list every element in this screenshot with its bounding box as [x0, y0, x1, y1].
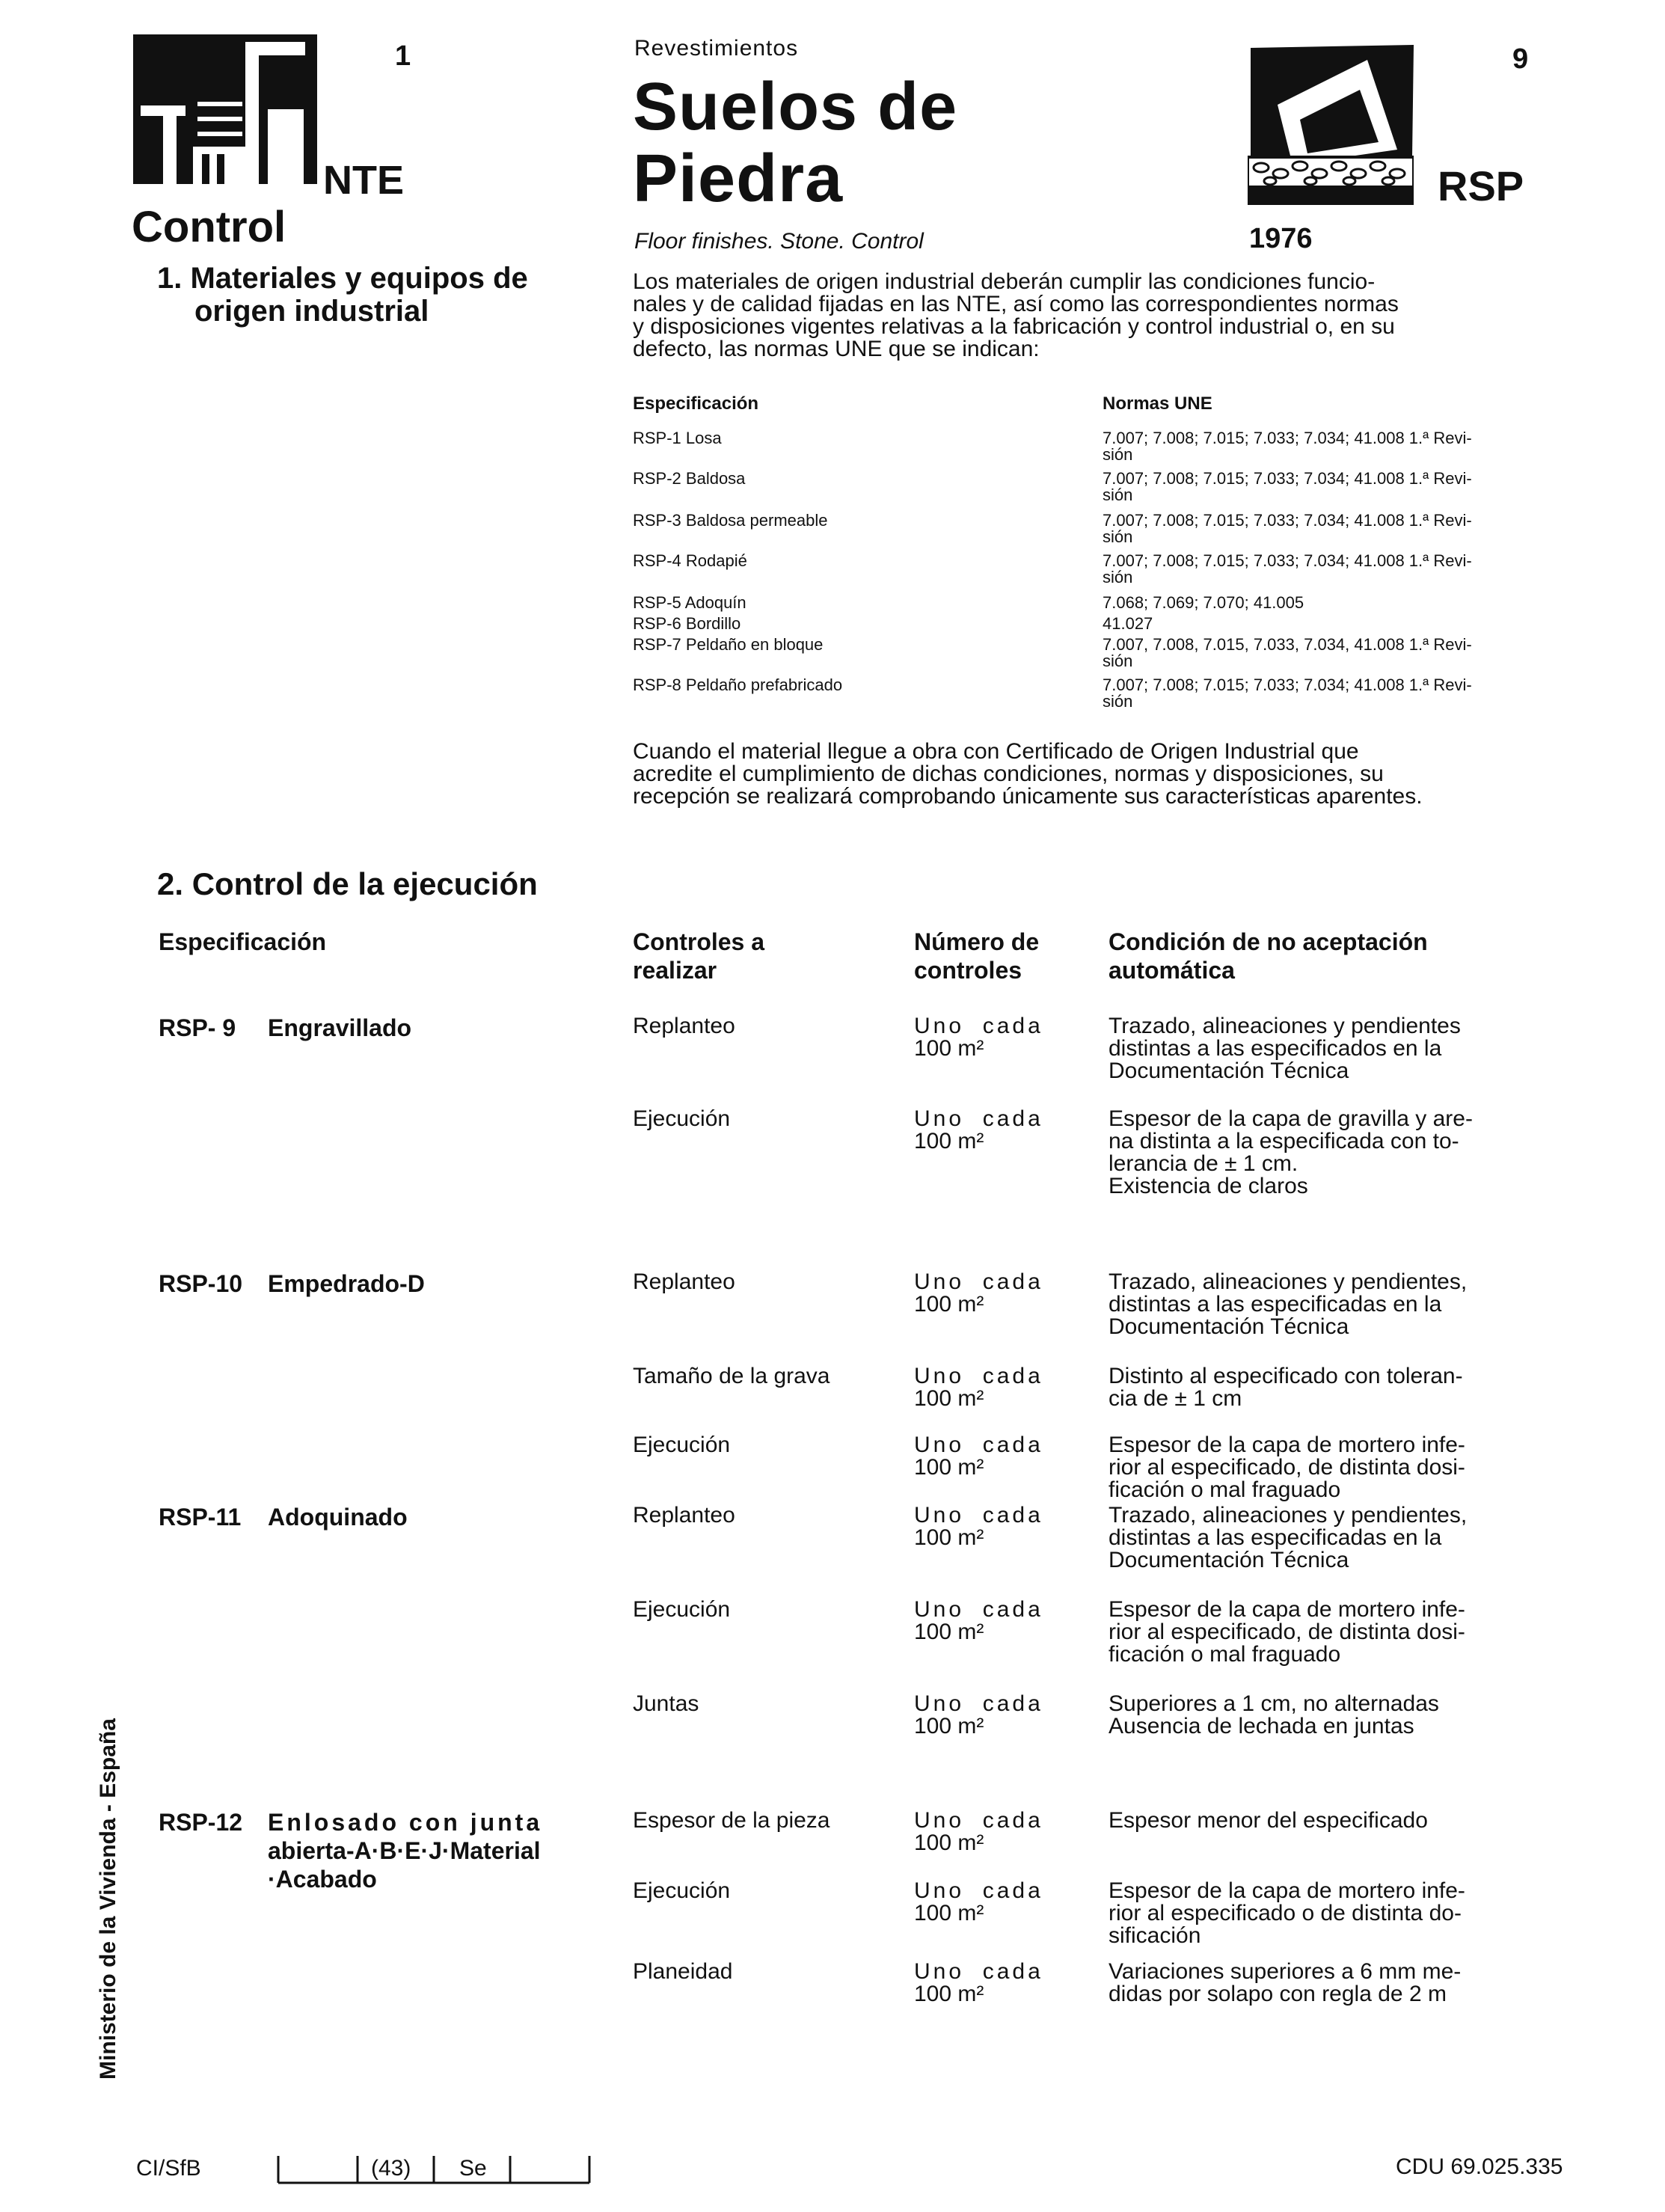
rejection-condition: Ausencia de lechada en juntas	[1109, 1714, 1414, 1738]
section1-heading	[157, 262, 528, 328]
control-count-unit: 100 m²	[914, 1982, 984, 2006]
norms-row-une: 41.027	[1103, 614, 1153, 633]
rsp-code: RSP	[1438, 162, 1524, 209]
year-label: 1976	[1249, 223, 1313, 254]
control-count: Uno cada	[914, 1808, 1043, 1833]
footer-box-43: (43)	[371, 2156, 411, 2181]
rejection-condition: distintas a las especificados en la	[1109, 1036, 1442, 1061]
rejection-condition: ficación o mal fraguado	[1109, 1642, 1341, 1667]
norms-row-une-cont: sión	[1103, 652, 1133, 670]
intro-line: nales y de calidad fijadas en las NTE, así como las correspondientes normas	[633, 292, 1399, 316]
control-count-unit: 100 m²	[914, 1129, 984, 1154]
cdu-label: CDU 69.025.335	[1396, 2154, 1563, 2179]
norms-row-une: 7.007, 7.008, 7.015, 7.033, 7.034, 41.008 1.ª Revi-	[1103, 635, 1472, 654]
section1-closing	[633, 741, 1553, 808]
control-name: Replanteo	[633, 1503, 735, 1528]
control-name: Espesor de la pieza	[633, 1808, 830, 1833]
section2-heading: 2. Control de la ejecución	[157, 866, 538, 901]
english-subtitle: Floor finishes. Stone. Control	[634, 229, 924, 254]
control-name: Replanteo	[633, 1269, 735, 1294]
control-count-unit: 100 m²	[914, 1036, 984, 1061]
ministry-side-label: Ministerio de la Vivienda - España	[96, 1718, 120, 2080]
stone-floor-icon	[1248, 45, 1414, 205]
closing-line: recepción se realizará comprobando únicamente sus características aparentes.	[633, 784, 1423, 809]
control-count-unit: 100 m²	[914, 1830, 984, 1855]
control-count-unit: 100 m²	[914, 1525, 984, 1550]
control-count-unit: 100 m²	[914, 1714, 984, 1738]
spec-name: abierta-A·B·E·J·Material	[268, 1837, 541, 1864]
rejection-condition: lerancia de ± 1 cm.	[1109, 1151, 1298, 1176]
intro-line: defecto, las normas UNE que se indican:	[633, 337, 1040, 361]
norms-row-une: 7.007; 7.008; 7.015; 7.033; 7.034; 41.008 1.ª Revi-	[1103, 551, 1472, 570]
col-header-condition	[1109, 928, 1428, 984]
left-page-number: 1	[395, 40, 411, 72]
intro-line: y disposiciones vigentes relativas a la fabricación y control industrial o, en su	[633, 314, 1395, 339]
col-header-count-line1: Número de	[914, 928, 1040, 955]
col-header-count	[914, 928, 1039, 984]
norms-row-spec: RSP-3 Baldosa permeable	[633, 511, 828, 530]
col-header-count-line2: controles	[914, 957, 1022, 984]
norms-row-une-cont: sión	[1103, 485, 1133, 504]
control-count: Uno cada	[914, 1433, 1043, 1457]
section1-intro	[633, 271, 1545, 361]
control-count: Uno cada	[914, 1959, 1043, 1984]
closing-line: acredite el cumplimiento de dichas condiciones, normas y disposiciones, su	[633, 762, 1384, 786]
spec-name: Empedrado-D	[268, 1270, 425, 1297]
norms-row-une-cont: sión	[1103, 445, 1133, 464]
col-header-condition-line2: automática	[1109, 957, 1235, 984]
control-name: Tamaño de la grava	[633, 1364, 830, 1388]
control-name: Replanteo	[633, 1014, 735, 1038]
nte-logo-icon	[133, 34, 317, 184]
spec-code: RSP-11	[159, 1504, 242, 1531]
control-count-unit: 100 m²	[914, 1455, 984, 1480]
rejection-condition: Espesor menor del especificado	[1109, 1808, 1428, 1833]
control-name: Ejecución	[633, 1597, 731, 1622]
control-count: Uno cada	[914, 1691, 1043, 1716]
norms-row-une: 7.007; 7.008; 7.015; 7.033; 7.034; 41.008 1.ª Revi-	[1103, 469, 1472, 488]
control-count: Uno cada	[914, 1878, 1043, 1903]
norms-row-spec: RSP-5 Adoquín	[633, 593, 746, 612]
norms-col-spec: Especificación	[633, 393, 759, 414]
norms-col-une: Normas UNE	[1103, 393, 1212, 414]
page-title-line1: Suelos de	[633, 70, 958, 144]
control-count-unit: 100 m²	[914, 1620, 984, 1644]
col-header-controls-line1: Controles a	[633, 928, 765, 955]
spec-code: RSP-10	[159, 1270, 243, 1297]
category-label: Revestimientos	[634, 36, 799, 61]
control-count-unit: 100 m²	[914, 1292, 984, 1317]
norms-row-spec: RSP-8 Peldaño prefabricado	[633, 675, 843, 694]
control-count: Uno cada	[914, 1269, 1043, 1294]
rejection-condition: Espesor de la capa de mortero infe-	[1109, 1433, 1465, 1457]
norms-row-une-cont: sión	[1103, 568, 1133, 586]
spec-name: Engravillado	[268, 1014, 412, 1041]
control-count-unit: 100 m²	[914, 1386, 984, 1411]
rejection-condition: distintas a las especificadas en la	[1109, 1292, 1442, 1317]
rejection-condition: Trazado, alineaciones y pendientes	[1109, 1014, 1461, 1038]
norms-row-spec: RSP-2 Baldosa	[633, 469, 746, 488]
rejection-condition: rior al especificado, de distinta dosi-	[1109, 1620, 1465, 1644]
control-heading: Control	[132, 203, 286, 251]
section1-heading-line1: 1. Materiales y equipos de	[157, 262, 528, 295]
rejection-condition: rior al especificado o de distinta do-	[1109, 1901, 1462, 1925]
control-count-unit: 100 m²	[914, 1901, 984, 1925]
rejection-condition: Espesor de la capa de gravilla y are-	[1109, 1106, 1473, 1131]
classification-boxes	[277, 2154, 591, 2184]
rejection-condition: Espesor de la capa de mortero infe-	[1109, 1597, 1465, 1622]
rejection-condition: Existencia de claros	[1109, 1174, 1308, 1198]
norms-row-une: 7.007; 7.008; 7.015; 7.033; 7.034; 41.008 1.ª Revi-	[1103, 675, 1472, 694]
col-header-controls-line2: realizar	[633, 957, 717, 984]
norms-row-une: 7.007; 7.008; 7.015; 7.033; 7.034; 41.008 1.ª Revi-	[1103, 511, 1472, 530]
intro-line: Los materiales de origen industrial deberán cumplir las condiciones funcio-	[633, 269, 1376, 294]
spec-name: ·Acabado	[268, 1866, 377, 1893]
rejection-condition: Documentación Técnica	[1109, 1314, 1349, 1339]
control-name: Ejecución	[633, 1878, 731, 1903]
cisfb-label: CI/SfB	[136, 2156, 201, 2181]
rejection-condition: Trazado, alineaciones y pendientes,	[1109, 1503, 1468, 1528]
rejection-condition: rior al especificado, de distinta dosi-	[1109, 1455, 1465, 1480]
rejection-condition: Trazado, alineaciones y pendientes,	[1109, 1269, 1468, 1294]
footer-box-se: Se	[459, 2156, 487, 2181]
rejection-condition: sificación	[1109, 1923, 1201, 1948]
control-name: Ejecución	[633, 1106, 731, 1131]
norms-row-une: 7.007; 7.008; 7.015; 7.033; 7.034; 41.008 1.ª Revi-	[1103, 429, 1472, 447]
norms-row-une-cont: sión	[1103, 692, 1133, 711]
norms-row-spec: RSP-6 Bordillo	[633, 614, 741, 633]
page-title-line2: Piedra	[633, 141, 844, 216]
rejection-condition: didas por solapo con regla de 2 m	[1109, 1982, 1447, 2006]
closing-line: Cuando el material llegue a obra con Certificado de Origen Industrial que	[633, 739, 1359, 764]
rejection-condition: ficación o mal fraguado	[1109, 1477, 1341, 1502]
rejection-condition: na distinta a la especificada con to-	[1109, 1129, 1459, 1154]
spec-code: RSP-12	[159, 1809, 243, 1836]
control-name: Juntas	[633, 1691, 699, 1716]
right-page-number: 9	[1512, 43, 1529, 75]
rejection-condition: Distinto al especificado con toleran-	[1109, 1364, 1463, 1388]
control-count: Uno cada	[914, 1503, 1043, 1528]
rejection-condition: Espesor de la capa de mortero infe-	[1109, 1878, 1465, 1903]
nte-label: NTE	[323, 158, 404, 203]
spec-name: Adoquinado	[268, 1504, 408, 1531]
col-header-controls	[633, 928, 764, 984]
control-count: Uno cada	[914, 1597, 1043, 1622]
rejection-condition: Documentación Técnica	[1109, 1058, 1349, 1083]
control-count: Uno cada	[914, 1014, 1043, 1038]
col-header-condition-line1: Condición de no aceptación	[1109, 928, 1428, 955]
rejection-condition: Documentación Técnica	[1109, 1548, 1349, 1572]
norms-row-spec: RSP-7 Peldaño en bloque	[633, 635, 824, 654]
section1-heading-line2: origen industrial	[194, 295, 429, 328]
control-name: Ejecución	[633, 1433, 731, 1457]
spec-name: Enlosado con junta	[268, 1809, 543, 1836]
norms-row-spec: RSP-4 Rodapié	[633, 551, 747, 570]
rejection-condition: distintas a las especificadas en la	[1109, 1525, 1442, 1550]
spec-code: RSP- 9	[159, 1014, 236, 1041]
norms-row-une: 7.068; 7.069; 7.070; 41.005	[1103, 593, 1304, 612]
col-header-spec: Especificación	[159, 928, 327, 955]
rejection-condition: Variaciones superiores a 6 mm me-	[1109, 1959, 1462, 1984]
norms-row-spec: RSP-1 Losa	[633, 429, 722, 447]
control-name: Planeidad	[633, 1959, 733, 1984]
rejection-condition: cia de ± 1 cm	[1109, 1386, 1242, 1411]
norms-row-une-cont: sión	[1103, 527, 1133, 546]
rejection-condition: Superiores a 1 cm, no alternadas	[1109, 1691, 1439, 1716]
control-count: Uno cada	[914, 1364, 1043, 1388]
control-count: Uno cada	[914, 1106, 1043, 1131]
